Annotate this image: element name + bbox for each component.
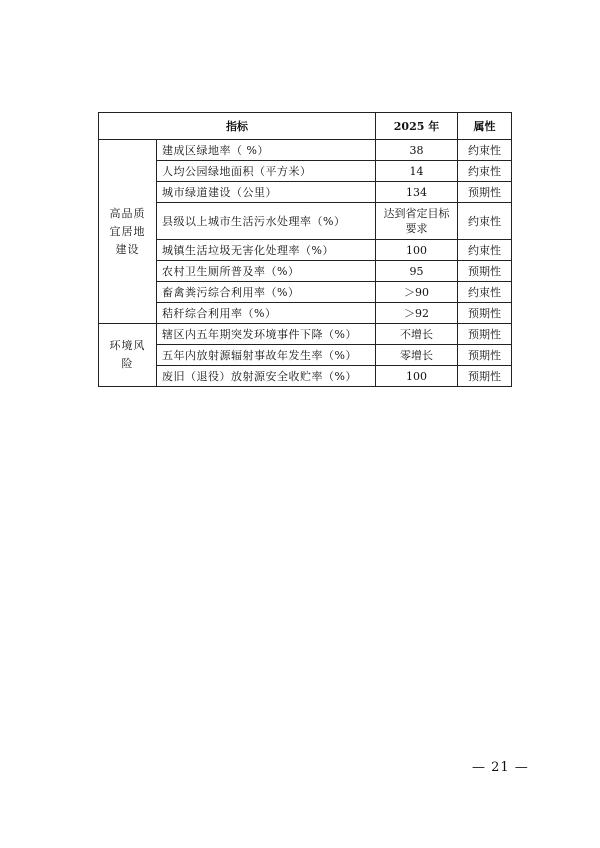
indicator-name: 建成区绿地率（ %） (157, 140, 376, 161)
indicator-name: 城镇生活垃圾无害化处理率（%） (157, 240, 376, 261)
indicator-value: 14 (376, 161, 458, 182)
category-line: 高品质 (109, 206, 146, 220)
indicator-attribute: 预期性 (458, 261, 512, 282)
indicator-name: 人均公园绿地面积（平方米） (157, 161, 376, 182)
indicator-value: ＞92 (376, 303, 458, 324)
indicator-attribute: 预期性 (458, 366, 512, 387)
table-row (99, 140, 512, 161)
indicator-value: ＞90 (376, 282, 458, 303)
indicator-attribute: 预期性 (458, 324, 512, 345)
indicator-name: 城市绿道建设（公里） (157, 182, 376, 203)
category-line: 宜居地 (109, 224, 146, 238)
indicator-name: 县级以上城市生活污水处理率（%） (157, 203, 376, 240)
category-line: 险 (121, 357, 134, 370)
indicator-name: 五年内放射源辐射事故年发生率（%） (157, 345, 376, 366)
header-attribute: 属性 (458, 113, 512, 140)
indicator-attribute: 约束性 (458, 140, 512, 161)
category-cell-env-risk (99, 324, 157, 387)
table-row (99, 261, 512, 282)
header-year: 2025 年 (376, 113, 458, 140)
table-row (99, 324, 512, 345)
indicator-value: 134 (376, 182, 458, 203)
page-number: — 21 — (472, 760, 529, 775)
indicator-value: 38 (376, 140, 458, 161)
indicator-attribute: 预期性 (458, 345, 512, 366)
table-row (99, 203, 512, 240)
indicator-value: 零增长 (376, 345, 458, 366)
indicator-value: 95 (376, 261, 458, 282)
table-row (99, 366, 512, 387)
indicator-name: 废旧（退役）放射源安全收贮率（%） (157, 366, 376, 387)
indicator-table (98, 112, 512, 387)
header-indicator: 指标 (99, 113, 376, 140)
indicator-name: 辖区内五年期突发环境事件下降（%） (157, 324, 376, 345)
indicator-attribute: 约束性 (458, 282, 512, 303)
indicator-value: 100 (376, 240, 458, 261)
table-row (99, 161, 512, 182)
category-cell-livable (99, 140, 157, 324)
table-row (99, 182, 512, 203)
indicator-name: 畜禽粪污综合利用率（%） (157, 282, 376, 303)
indicator-value: 100 (376, 366, 458, 387)
table-row (99, 240, 512, 261)
category-line: 建设 (115, 242, 140, 256)
table-row (99, 303, 512, 324)
indicator-name: 农村卫生厕所普及率（%） (157, 261, 376, 282)
indicator-attribute: 预期性 (458, 303, 512, 324)
indicator-value: 达到省定目标要求 (376, 203, 458, 240)
table-row (99, 282, 512, 303)
indicator-value: 不增长 (376, 324, 458, 345)
category-line: 环境风 (109, 339, 146, 352)
indicator-name: 秸秆综合利用率（%） (157, 303, 376, 324)
table-header-row (99, 113, 512, 140)
indicator-attribute: 约束性 (458, 161, 512, 182)
indicator-attribute: 预期性 (458, 182, 512, 203)
indicator-attribute: 约束性 (458, 203, 512, 240)
indicator-attribute: 约束性 (458, 240, 512, 261)
table-row (99, 345, 512, 366)
